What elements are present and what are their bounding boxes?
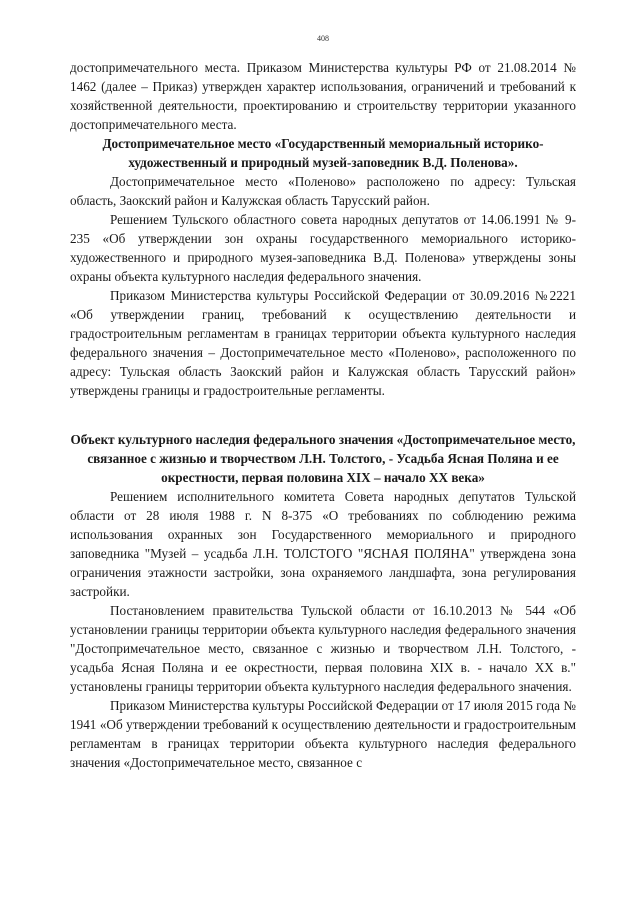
paragraph-polenovo-zones-1991: Решением Тульского областного совета народных депутатов от 14.06.1991 № 9-235 «Об утверждении зон охраны государственного мемориального историко-художественного и природного музея-заповедника В.Д. Поленова» утверждены зоны охраны объекта культурного наследия федерального значения. [70, 212, 576, 284]
paragraph-polenovo-address: Достопримечательное место «Поленово» расположено по адресу: Тульская область, Заокский район и Калужская область Тарусский район. [70, 174, 576, 208]
paragraph-yasnaya-order-2015: Приказом Министерства культуры Российской Федерации от 17 июля 2015 года № 1941 «Об утверждении требований к осуществлению деятельности и градостроительным регламентам в границах территории объекта культурного наследия федерального значения «Достопримечательное место, связанное с [70, 698, 576, 770]
heading-yasnaya-polyana: Объект культурного наследия федерального значения «Достопримечательное место, связанное с жизнью и творчеством Л.Н. Толстого, - Усадьба Ясная Поляна и ее окрестности, первая половина XIX – начало XX века» [70, 432, 576, 485]
section-gap [70, 400, 576, 430]
document-page [70, 0, 576, 905]
document-body [70, 58, 576, 772]
paragraph-polenovo-order-2016: Приказом Министерства культуры Российской Федерации от 30.09.2016 №2221 «Об утверждении границ, требований к осуществлению деятельности и градостроительным регламентам в границах территории объекта культурного наследия федерального значения – Достопримечательное место «Поленово», расположенного по адресу: Тульская область Заокский район и Калужская область Тарусский район» утверждены границы и градостроительные регламенты. [70, 288, 576, 398]
paragraph-yasnaya-resolution-2013: Постановлением правительства Тульской области от 16.10.2013 № 544 «Об установлении границы территории объекта культурного наследия федерального значения "Достопримечательное место, связанное с жизнью и творчеством Л.Н. Толстого, - усадьба Ясная Поляна и ее окрестности, первая половина XIX в. - начало XX в." установлены границы территории объекта культурного наследия федерального значения. [70, 603, 576, 694]
paragraph-yasnaya-decision-1988: Решением исполнительного комитета Совета народных депутатов Тульской области от 28 июля 1988 г. N 8-375 «О требованиях по соблюдению режима использования охранных зон Государственного мемориального и природного заповедника "Музей – усадьба Л.Н. ТОЛСТОГО "ЯСНАЯ ПОЛЯНА" утверждена зона ограничения этажности застройки, зона охраняемого ландшафта, зона регулирования застройки. [70, 489, 576, 599]
page-number: 408 [317, 34, 329, 43]
heading-polenovo: Достопримечательное место «Государственный мемориальный историко-художественный и природный музей-заповедник В.Д. Поленова». [102, 136, 544, 170]
paragraph-intro-continuation: достопримечательного места. Приказом Министерства культуры РФ от 21.08.2014 № 1462 (далее – Приказ) утвержден характер использования, ограничений и требований к хозяйственной деятельности, проектированию и строительству территории указанного достопримечательного места. [70, 60, 576, 132]
